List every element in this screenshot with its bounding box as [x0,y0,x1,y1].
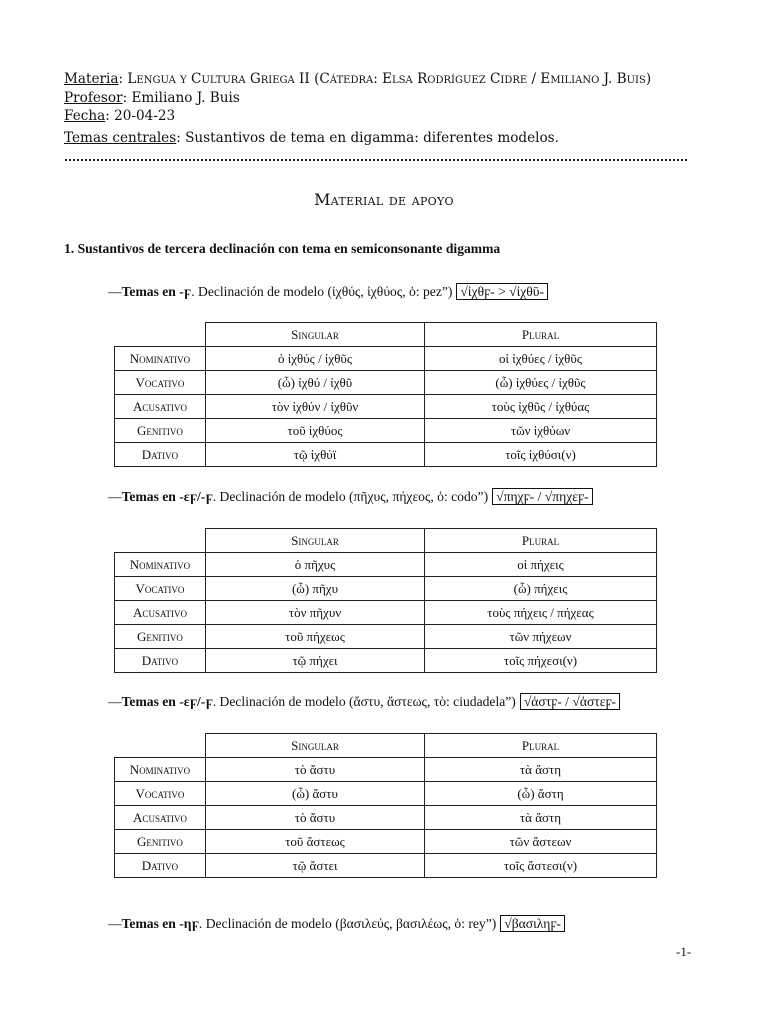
singular-cell: τῷ πήχει [206,649,425,673]
group-3-stem-box: √ἀστϝ- / √ἀστεϝ- [520,693,620,710]
group-3-label: Temas en -εϝ/-ϝ [121,694,213,709]
group-4-desc: . Declinación de modelo (βασιλεύς, βασιλέως, ὁ: rey”) [198,916,497,931]
plural-cell: τὰ ἄστη [425,806,657,830]
temas-value: Sustantivos de tema en digamma: diferentes modelos. [185,130,559,146]
fecha-label: Fecha [64,108,106,124]
case-label: Nominativo [115,553,206,577]
page-number: -1- [676,944,692,959]
case-label: Vocativo [115,371,206,395]
header-profesor: Profesor: Emiliano J. Buis [64,90,240,106]
group-2-label: Temas en -εϝ/-ϝ [121,489,213,504]
profesor-value: Emiliano J. Buis [131,90,240,106]
singular-cell: τοῦ πήχεως [206,625,425,649]
declension-table-3 [114,733,657,878]
case-label: Acusativo [115,395,206,419]
table-row [115,395,657,419]
plural-cell: τοὺς πήχεις / πήχεας [425,601,657,625]
table-row [115,758,657,782]
section-heading: 1. Sustantivos de tercera declinación con tema en semiconsonante digamma [64,241,501,256]
column-header-plural: Plural [425,323,657,347]
table-header-row [115,529,657,553]
plural-cell: τοῖς πήχεσι(ν) [425,649,657,673]
table-row [115,625,657,649]
group-3-desc: . Declinación de modelo (ἄστυ, ἄστεως, τὸ: ciudadela”) [212,694,516,709]
plural-cell: τοὺς ἰχθῦς / ἰχθύας [425,395,657,419]
declension-table-2 [114,528,657,673]
group-4-intro: —Temas en -ηϝ. Declinación de modelo (βασιλεύς, βασιλέως, ὁ: rey”) √βασιληϝ- [108,916,565,932]
group-1-label: Temas en -ϝ [121,284,192,299]
column-header-plural: Plural [425,529,657,553]
group-4-label: Temas en -ηϝ [121,916,199,931]
column-header-singular: Singular [206,734,425,758]
plural-cell: (ὦ) πήχεις [425,577,657,601]
table-header-row [115,734,657,758]
table-row [115,649,657,673]
declension-table-1 [114,322,657,467]
column-header-plural: Plural [425,734,657,758]
singular-cell: τῷ ἰχθύϊ [206,443,425,467]
plural-cell: (ὦ) ἰχθύες / ἰχθῦς [425,371,657,395]
singular-cell: (ὦ) πῆχυ [206,577,425,601]
plural-cell: τὰ ἄστη [425,758,657,782]
table-header-row [115,323,657,347]
singular-cell: (ὦ) ἄστυ [206,782,425,806]
singular-cell: τὸ ἄστυ [206,758,425,782]
column-header-singular: Singular [206,529,425,553]
plural-cell: (ὦ) ἄστη [425,782,657,806]
table-row [115,419,657,443]
materia-label: Materia [64,71,119,87]
plural-cell: τῶν πήχεων [425,625,657,649]
table-row [115,830,657,854]
dotted-separator [64,158,688,162]
case-label: Nominativo [115,758,206,782]
table-row [115,854,657,878]
case-label: Acusativo [115,806,206,830]
fecha-value: 20-04-23 [114,108,176,124]
case-label: Vocativo [115,782,206,806]
profesor-label: Profesor [64,90,123,106]
group-4-stem-box: √βασιληϝ- [500,915,565,932]
table-row [115,806,657,830]
table-row [115,782,657,806]
materia-value: Lengua y Cultura Griega II (Cátedra: Elsa Rodríguez Cidre / Emiliano J. Buis) [127,71,652,87]
case-label: Genitivo [115,419,206,443]
table-row [115,347,657,371]
singular-cell: τῷ ἄστει [206,854,425,878]
group-1-stem-box: √ἰχθϝ- > √ἰχθῡ- [456,283,548,300]
group-2-intro: —Temas en -εϝ/-ϝ. Declinación de modelo (πῆχυς, πήχεος, ὁ: codo”) √πηχϝ- / √πηχεϝ- [108,489,593,505]
singular-cell: τὸν ἰχθύν / ἰχθῦν [206,395,425,419]
singular-cell: τὸ ἄστυ [206,806,425,830]
case-label: Nominativo [115,347,206,371]
case-label: Dativo [115,854,206,878]
plural-cell: τῶν ἰχθύων [425,419,657,443]
temas-label: Temas centrales [64,130,177,146]
group-1-desc: . Declinación de modelo (ἰχθύς, ἰχθύος, ὁ: pez”) [191,284,453,299]
case-label: Acusativo [115,601,206,625]
group-3-intro: —Temas en -εϝ/-ϝ. Declinación de modelo (ἄστυ, ἄστεως, τὸ: ciudadela”) √ἀστϝ- / √ἀστεϝ- [108,694,620,710]
case-label: Genitivo [115,830,206,854]
singular-cell: ὁ ἰχθύς / ἰχθῦς [206,347,425,371]
table-row [115,601,657,625]
group-2-desc: . Declinación de modelo (πῆχυς, πήχεος, ὁ: codo”) [212,489,489,504]
singular-cell: τοῦ ἄστεως [206,830,425,854]
group-2-stem-box: √πηχϝ- / √πηχεϝ- [492,488,592,505]
case-label: Genitivo [115,625,206,649]
case-label: Vocativo [115,577,206,601]
page-title: Material de apoyo [314,190,454,209]
plural-cell: τῶν ἄστεων [425,830,657,854]
plural-cell: οἱ πήχεις [425,553,657,577]
singular-cell: τοῦ ἰχθύος [206,419,425,443]
case-label: Dativo [115,443,206,467]
singular-cell: τὸν πῆχυν [206,601,425,625]
plural-cell: τοῖς ἰχθύσι(ν) [425,443,657,467]
group-1-intro: —Temas en -ϝ. Declinación de modelo (ἰχθύς, ἰχθύος, ὁ: pez”) √ἰχθϝ- > √ἰχθῡ- [108,284,548,300]
table-row [115,553,657,577]
column-header-singular: Singular [206,323,425,347]
plural-cell: τοῖς ἄστεσι(ν) [425,854,657,878]
header-fecha: Fecha: 20-04-23 [64,108,176,124]
table-row [115,577,657,601]
case-label: Dativo [115,649,206,673]
singular-cell: (ὦ) ἰχθύ / ἰχθῦ [206,371,425,395]
table-row [115,443,657,467]
header-temas: Temas centrales: Sustantivos de tema en digamma: diferentes modelos. [64,130,559,146]
header-materia: Materia: Lengua y Cultura Griega II (Cátedra: Elsa Rodríguez Cidre / Emiliano J. Buis) [64,71,652,87]
plural-cell: οἱ ἰχθύες / ἰχθῦς [425,347,657,371]
table-row [115,371,657,395]
singular-cell: ὁ πῆχυς [206,553,425,577]
